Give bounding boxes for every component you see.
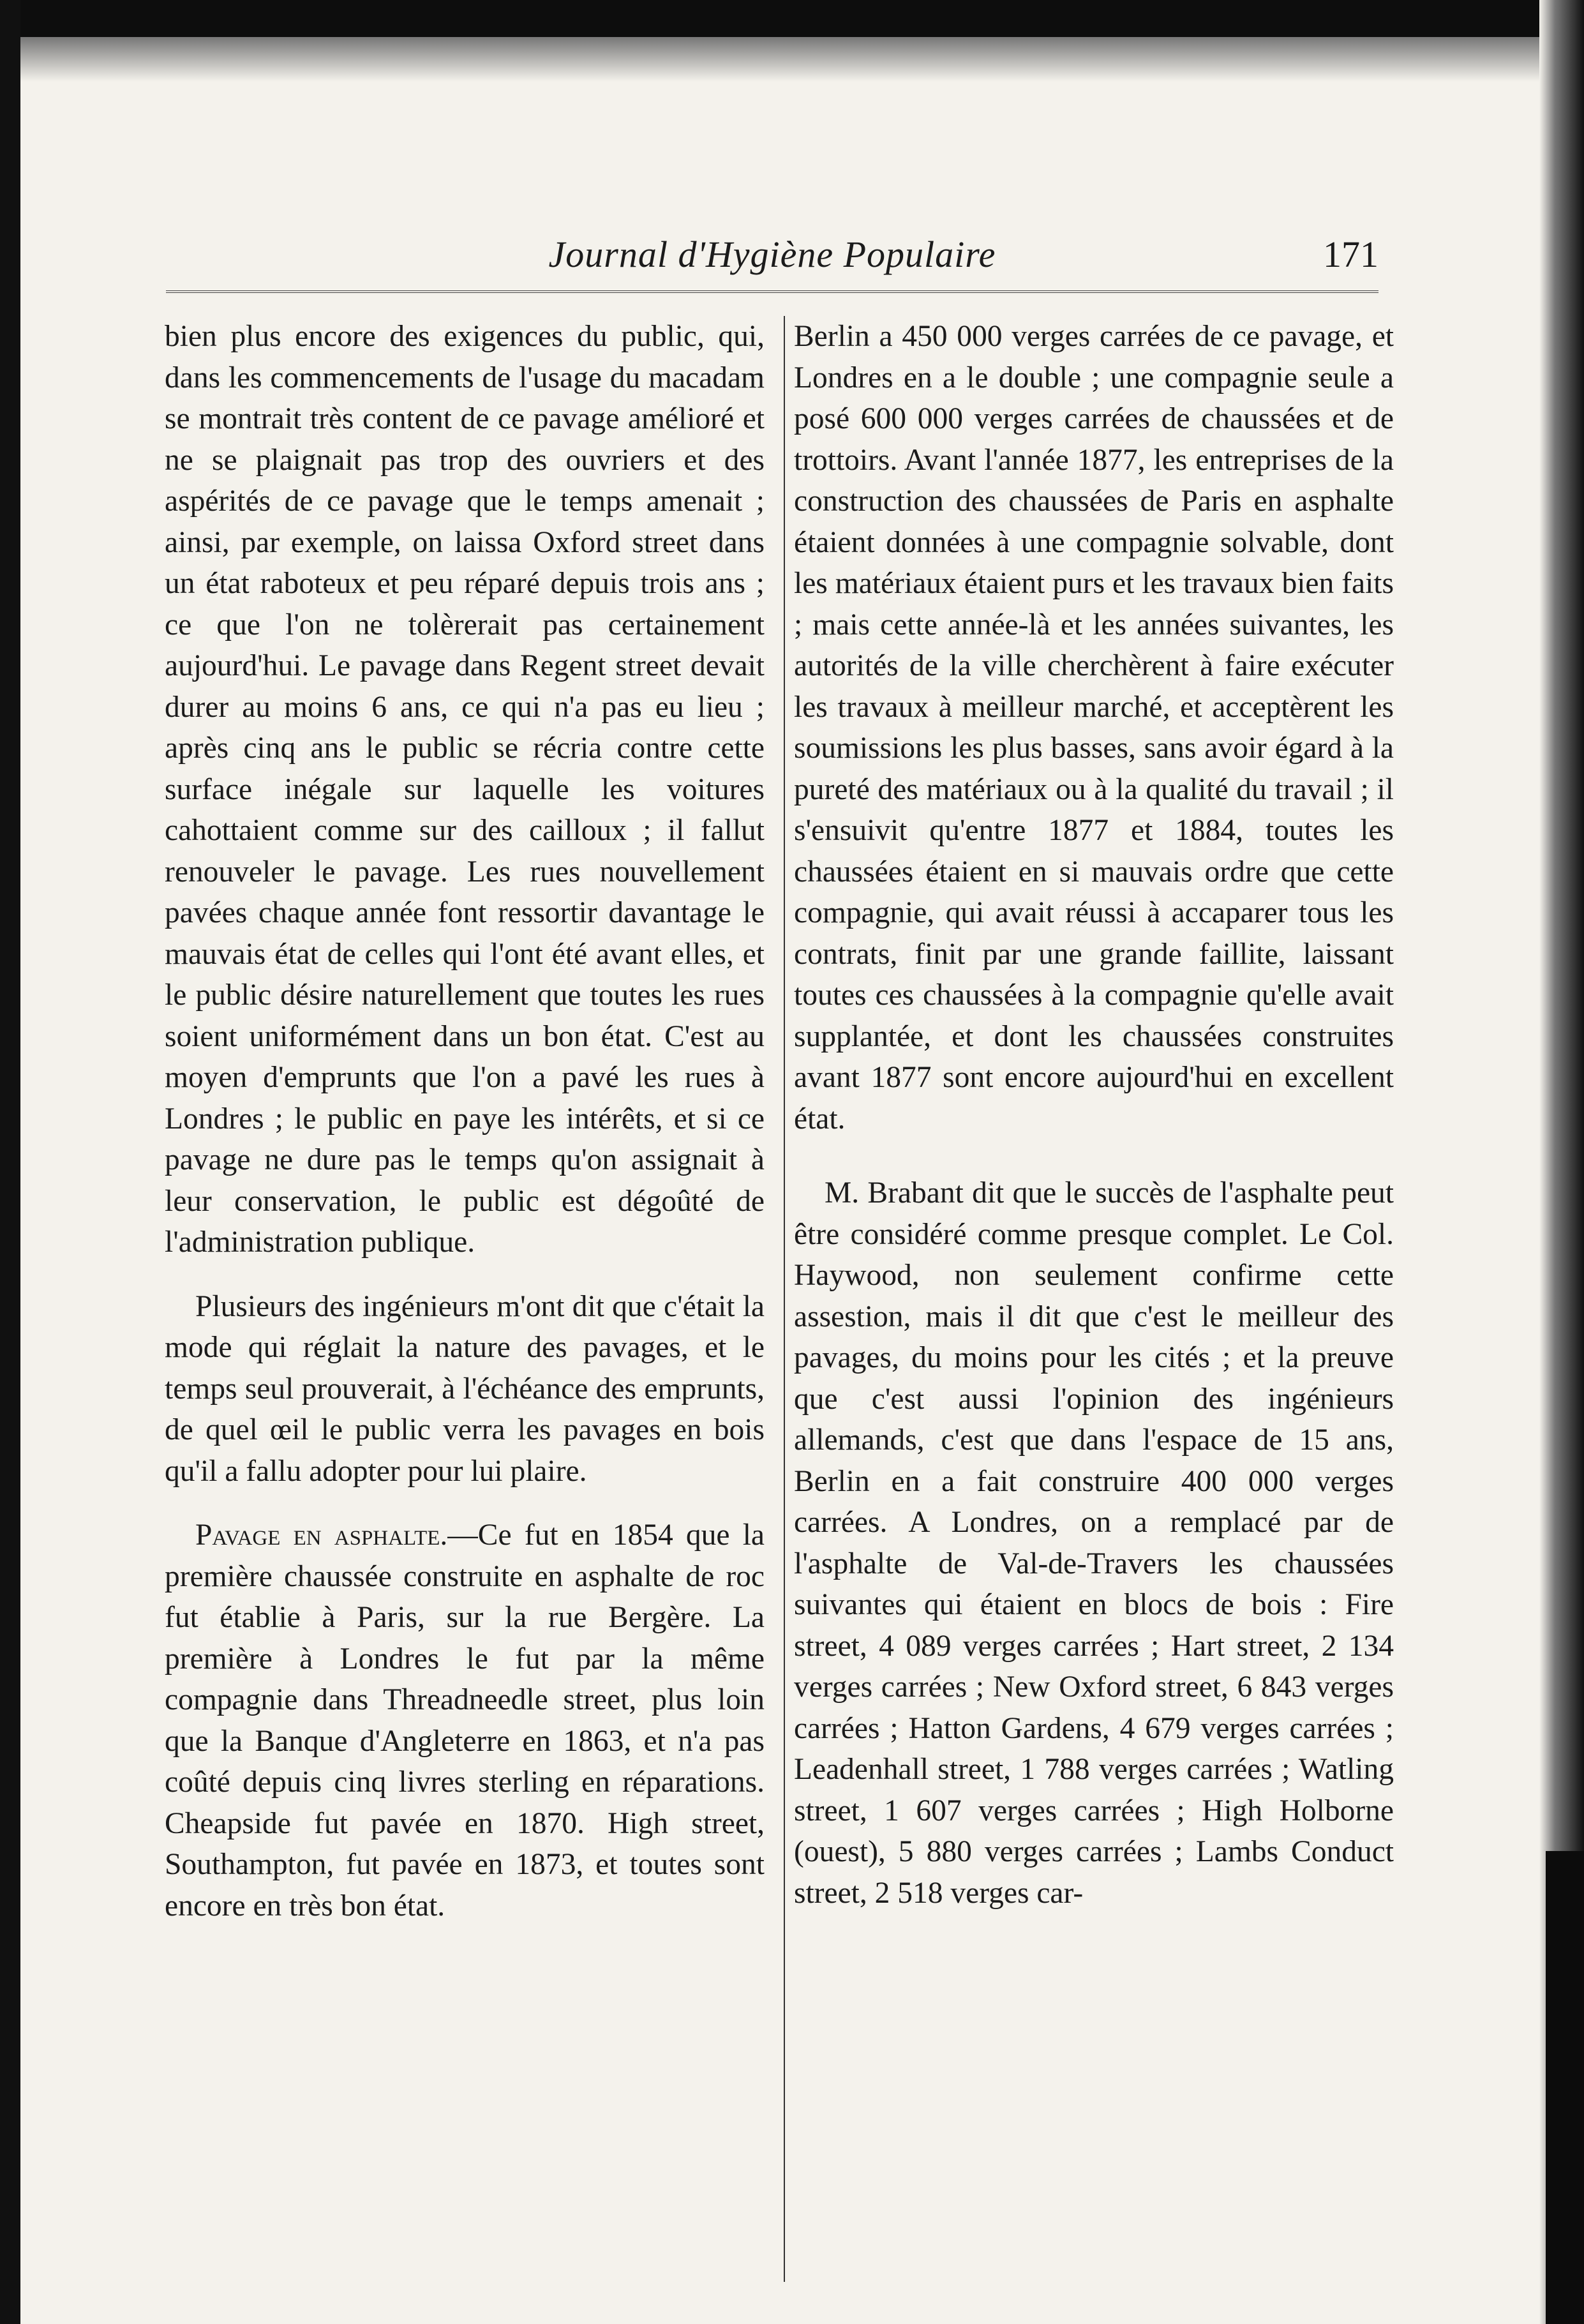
journal-title: Journal d'Hygiène Populaire <box>548 234 996 275</box>
column-divider <box>784 316 785 2282</box>
paragraph-pavage-asphalte <box>165 1515 765 1926</box>
paragraph-berlin: Berlin a 450 000 verges carrées de ce pavage, et Londres en a le double ; une compagnie seule a posé 600 000 verges carrées de chaussées et de trottoirs. Avant l'année 1877, les entreprises de la construction des chaussées de Paris en asphalte étaient données à une compagnie solvable, dont les matériaux étaient purs et les travaux bien faits ; mais cette année-là et les années suivantes, les autorités de la ville cherchèrent à faire exécuter les travaux à meilleur marché, et acceptèrent les soumissions les plus basses, sans avoir égard à la pureté des matériaux ou à la qualité du travail ; il s'ensuivit qu'entre 1877 et 1884, toutes les chaussées étaient en si mauvais ordre que cette compagnie, qui avait réussi à accaparer tous les contrats, finit par une grande faillite, laissant toutes ces chaussées à la compagnie qu'elle avait supplantée, et dont les chaussées construites avant 1877 sont encore aujourd'hui en excellent état. <box>794 320 1394 1136</box>
scan-border-top <box>0 0 1584 37</box>
paragraph-text: Ce fut en 1854 que la première chaussée construite en asphalte de roc fut établie à Paris, sur la rue Bergère. La première à Londres le fut par la même compagnie dans Threadneedle street, plus loin que la Banque d'Angleterre en 1863, et n'a pas coûté depuis cinq livres sterling en réparations. Cheapside fut pavée en 1870. High street, Southampton, fut pavée en 1873, et toutes sont encore en très bon état. <box>165 1518 765 1923</box>
right-column <box>794 316 1394 2282</box>
scan-border-left <box>0 0 20 2324</box>
section-heading: Pavage en asphalte. <box>195 1518 448 1552</box>
header-rule <box>166 290 1379 293</box>
paragraph-continuation: bien plus encore des exigences du public, qui, dans les commencements de l'usage du macadam se montrait très content de ce pavage amélioré et ne se plaignait pas trop des ouvriers et des aspérités de ce pavage que le temps amenait ; ainsi, par exemple, on laissa Oxford street dans un état raboteux et peu réparé depuis trois ans ; ce que l'on ne tolèrerait pas certainement aujourd'hui. Le pavage dans Regent street devait durer au moins 6 ans, ce qui n'a pas eu lieu ; après cinq ans le public se récria contre cette surface inégale sur laquelle les voitures cahottaient comme sur des cailloux ; il fallut renouveler le pavage. Les rues nouvellement pavées chaque année font ressortir davantage le mauvais état de celles qui l'ont été avant elles, et le public désire naturellement que toutes les rues soient uniformément dans un bon état. C'est au moyen d'emprunts que l'on a pavé les rues à Londres ; le public en paye les intérêts, et si ce pavage ne dure pas le temps qu'on assignait à leur conservation, le public est dégoûté de l'administration publique. <box>165 320 765 1259</box>
heading-dash: — <box>447 1518 478 1552</box>
scan-border-right-bottom <box>1546 1851 1584 2324</box>
paragraph-brabant: M. Brabant dit que le succès de l'asphalte peut être considéré comme presque complet. Le Col. Haywood, non seulement confirme cette assestion, mais il dit que c'est le meilleur des pavages, du moins pour les cités ; et la preuve que c'est aussi l'opinion des ingénieurs allemands, c'est que dans l'espace de 15 ans, Berlin en a fait construire 400 000 verges carrées. A Londres, on a remplacé par de l'asphalte de Val-de-Travers les chaussées suivantes qui étaient en blocs de bois : Fire street, 4 089 verges carrées ; Hart street, 2 134 verges carrées ; New Oxford street, 6 843 verges carrées ; Hatton Gardens, 4 679 verges carrées ; Leadenhall street, 1 788 verges carrées ; Watling street, 1 607 verges carrées ; High Holborne (ouest), 5 880 verges carrées ; Lambs Conduct street, 2 518 verges car- <box>794 1176 1394 1910</box>
running-header <box>166 233 1379 290</box>
scan-shadow-top <box>0 37 1584 82</box>
left-column <box>165 316 765 2282</box>
paragraph-ingenieurs: Plusieurs des ingénieurs m'ont dit que c'était la mode qui réglait la nature des pavages, et le temps seul prouverait, à l'échéance des emprunts, de quel œil le public verra les pavages en bois qu'il a fallu adopter pour lui plaire. <box>165 1289 765 1488</box>
page-number: 171 <box>1323 234 1379 275</box>
